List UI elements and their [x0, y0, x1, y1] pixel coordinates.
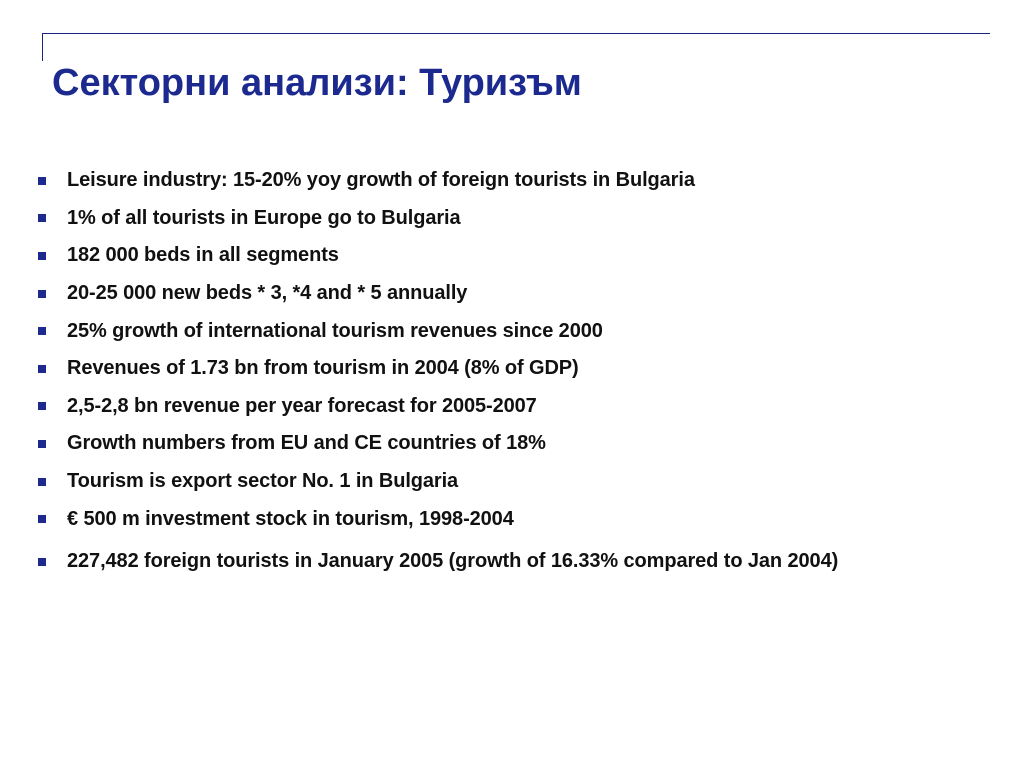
bullet-item — [38, 275, 838, 313]
square-bullet-icon — [38, 252, 46, 260]
bullet-item — [38, 312, 838, 350]
bullet-text: Tourism is export sector No. 1 in Bulgaria — [67, 470, 459, 493]
square-bullet-icon — [38, 177, 46, 185]
bullet-text: Leisure industry: 15-20% yoy growth of foreign tourists in Bulgaria — [67, 169, 695, 192]
square-bullet-icon — [38, 558, 46, 566]
square-bullet-icon — [38, 478, 46, 486]
bullet-text: 1% of all tourists in Europe go to Bulgaria — [67, 206, 461, 229]
bullet-item — [38, 388, 838, 426]
square-bullet-icon — [38, 327, 46, 335]
bullet-text: 182 000 beds in all segments — [67, 244, 339, 267]
square-bullet-icon — [38, 290, 46, 298]
bullet-text: 2,5-2,8 bn revenue per year forecast for 2005-2007 — [67, 394, 537, 417]
bullet-item — [38, 162, 838, 200]
bullet-text: 20-25 000 new beds * 3, *4 and * 5 annually — [67, 282, 468, 305]
square-bullet-icon — [38, 214, 46, 222]
bullet-text: Revenues of 1.73 bn from tourism in 2004 (8% of GDP) — [67, 357, 579, 380]
bullet-item — [38, 200, 838, 238]
bullet-item — [38, 350, 838, 388]
bullet-item — [38, 425, 838, 463]
bullet-text: Growth numbers from EU and CE countries of 18% — [67, 432, 546, 455]
bullet-text: 227,482 foreign tourists in January 2005 (growth of 16.33% compared to Jan 2004) — [67, 550, 839, 573]
bullet-item — [38, 463, 838, 501]
bullet-item — [38, 500, 838, 538]
square-bullet-icon — [38, 365, 46, 373]
bullet-item — [38, 237, 838, 275]
square-bullet-icon — [38, 402, 46, 410]
bullet-list — [38, 162, 838, 581]
slide-title: Секторни анализи: Туризъм — [52, 62, 582, 104]
corner-rule-divider — [42, 33, 43, 61]
square-bullet-icon — [38, 515, 46, 523]
bullet-item — [38, 543, 838, 581]
bullet-text: 25% growth of international tourism revenues since 2000 — [67, 319, 603, 342]
top-rule-divider — [42, 33, 990, 34]
bullet-text: € 500 m investment stock in tourism, 1998-2004 — [67, 507, 514, 530]
square-bullet-icon — [38, 440, 46, 448]
